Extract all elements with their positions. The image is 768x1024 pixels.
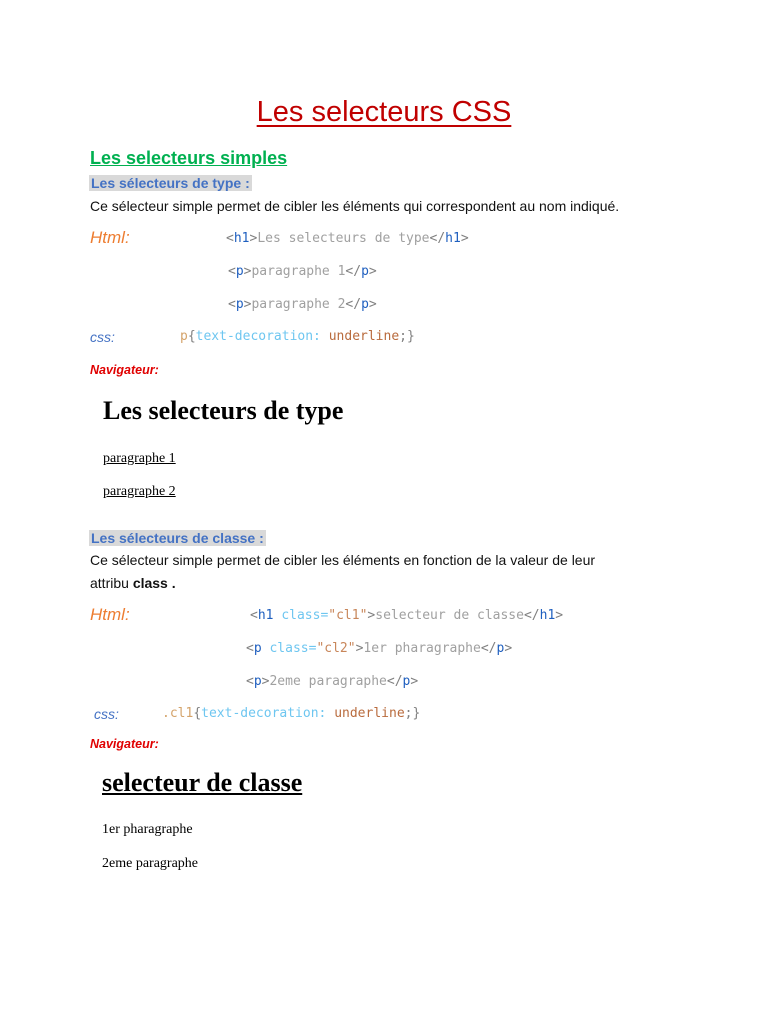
class-html-label: Html: xyxy=(90,605,130,624)
code-tag-close: h1 xyxy=(539,608,556,623)
type-render-p2: paragraphe 2 xyxy=(103,484,176,499)
description-prefix: attribu xyxy=(90,575,133,591)
css-selector: p xyxy=(180,329,188,344)
code-tag-close: h1 xyxy=(445,231,461,246)
class-render-h1: selecteur de classe xyxy=(102,768,303,797)
code-tag: h1 xyxy=(233,231,250,246)
class-selector-description-line-1: Ce sélecteur simple permet de cibler les éléments en fonction de la valeur de leur xyxy=(90,552,596,568)
class-code-line-1: <h1 class="cl1">selecteur de classe</h1> xyxy=(250,608,564,623)
code-text: paragraphe 2 xyxy=(251,297,346,312)
class-css-label: css: xyxy=(94,706,119,722)
code-tag-close: p xyxy=(402,674,411,689)
type-render-p1: paragraphe 1 xyxy=(103,451,176,466)
css-value: underline xyxy=(334,706,405,721)
page-title: Les selecteurs CSS xyxy=(256,96,512,128)
type-render-h1: Les selecteurs de type xyxy=(103,396,344,425)
code-tag-close: p xyxy=(361,264,369,279)
code-text: Les selecteurs de type xyxy=(257,231,430,246)
code-text: 2eme paragraphe xyxy=(269,674,387,689)
css-value: underline xyxy=(328,329,400,344)
code-attr: class= xyxy=(269,641,317,656)
section-heading: Les selecteurs simples xyxy=(90,148,288,168)
class-selector-description-line-2 xyxy=(90,572,176,595)
class-css-rule: .cl1{text-decoration: underline;} xyxy=(162,706,421,721)
code-tag-close: p xyxy=(361,297,369,312)
type-html-label: Html: xyxy=(90,228,130,247)
code-text: selecteur de classe xyxy=(375,608,524,623)
class-nav-label: Navigateur: xyxy=(90,737,159,751)
code-attr-value: "cl2" xyxy=(316,641,356,656)
type-code-line-1: <h1>Les selecteurs de type</h1> xyxy=(226,231,469,246)
code-attr-value: "cl1" xyxy=(328,608,368,623)
class-render-p1: 1er pharagraphe xyxy=(102,822,193,837)
code-tag: p xyxy=(253,641,262,656)
css-property: text-decoration: xyxy=(201,706,327,721)
class-code-line-3: <p>2eme paragraphe</p> xyxy=(246,674,419,689)
code-tag: h1 xyxy=(257,608,274,623)
code-text: paragraphe 1 xyxy=(251,264,346,279)
css-selector: .cl1 xyxy=(162,706,194,721)
type-css-rule: p{text-decoration: underline;} xyxy=(180,329,415,344)
css-property: text-decoration: xyxy=(195,329,321,344)
type-selector-heading: Les sélecteurs de type : xyxy=(91,175,250,191)
type-code-line-2: <p>paragraphe 1</p> xyxy=(228,264,377,279)
code-tag: p xyxy=(235,264,244,279)
class-render-p2: 2eme paragraphe xyxy=(102,856,198,871)
type-nav-label: Navigateur: xyxy=(90,363,159,377)
class-selector-heading: Les sélecteurs de classe : xyxy=(91,530,264,546)
code-tag-close: p xyxy=(496,641,505,656)
code-tag: p xyxy=(253,674,262,689)
type-css-label: css: xyxy=(90,329,115,345)
type-selector-description: Ce sélecteur simple permet de cibler les éléments qui correspondent au nom indiqué. xyxy=(90,198,620,214)
description-bold: class . xyxy=(132,575,176,591)
type-code-line-3: <p>paragraphe 2</p> xyxy=(228,297,377,312)
class-code-line-2: <p class="cl2">1er pharagraphe</p> xyxy=(246,641,513,656)
code-text: 1er pharagraphe xyxy=(363,641,481,656)
code-attr: class= xyxy=(281,608,329,623)
code-tag: p xyxy=(235,297,244,312)
